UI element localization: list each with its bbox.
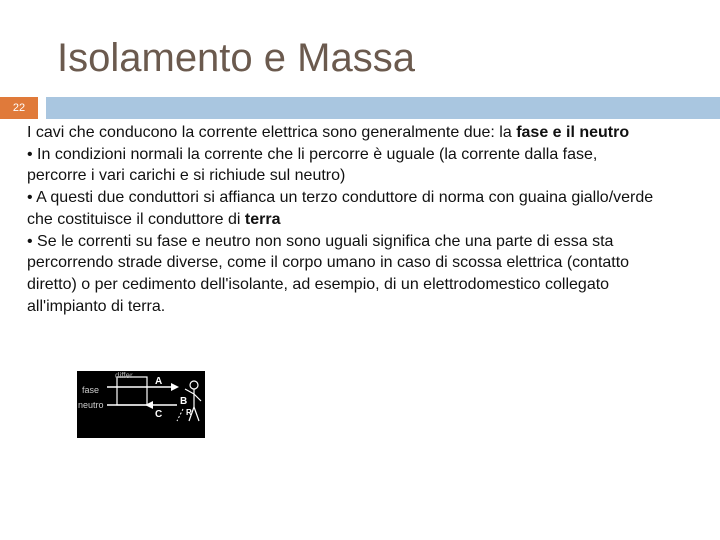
differential-box [117,377,147,405]
ground-path [177,409,183,421]
label-c: C [155,409,163,420]
person-head-icon [190,381,198,389]
paragraph-correnti-diverse: • Se le correnti su fase e neutro non sono uguali significa che una parte di essa sta percorrendo strade diverse, come il corpo umano in caso di scossa elettrica (contatto diretto) o per cedimento dell'isolante, ad esempio, di un elettrodomestico collegato all'impianto di terra. [27,232,630,315]
paragraph-condizioni-normali: • In condizioni normali la corrente che li percorre è uguale (la corrente dalla fase, percorre i vari carichi e si richiude sul neutro) [27,145,598,185]
circuit-diagram-drawing [77,371,205,438]
paragraph-3-bold: terra [244,210,281,228]
label-a: A [155,376,163,387]
paragraph-1-text: I cavi che conducono la corrente elettrica sono generalmente due: la [27,124,517,141]
circuit-diagram-image [77,371,205,438]
paragraph-fase-neutro [27,122,657,144]
person-arm-icon [185,389,194,394]
slide-title: Isolamento e Massa [57,36,415,80]
header-bar [0,97,720,119]
person-arm-icon [194,394,201,401]
neutro-arrow-icon [145,401,153,409]
page-number-badge: 22 [0,97,38,119]
label-b: B [180,396,188,407]
fase-arrow-icon [171,383,179,391]
label-neutro: neutro [78,400,104,410]
label-differ: differ [115,371,133,380]
label-fase: fase [82,385,100,395]
paragraph-conduttore-terra [27,187,657,230]
body-text [27,122,657,317]
label-r: R [186,408,192,417]
paragraph-3-text: • A questi due conduttori si affianca un terzo conduttore di norma con guaina giallo/verde che costituisce il conduttore di [27,189,654,228]
paragraph-1-bold: fase e il neutro [516,124,630,141]
header-strip [46,97,720,119]
person-leg-icon [194,407,199,421]
